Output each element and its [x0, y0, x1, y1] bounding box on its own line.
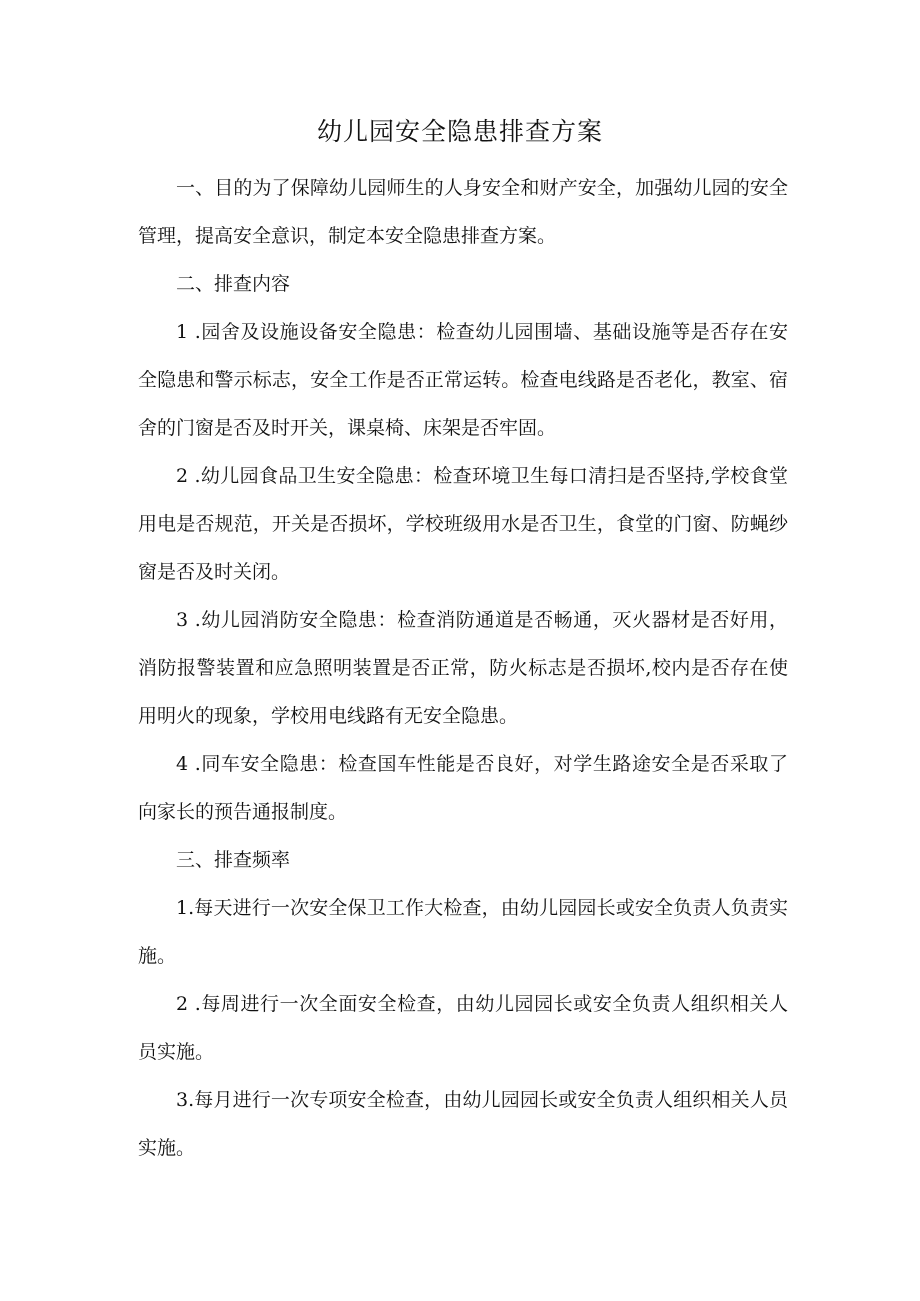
paragraph-weekly-check: 2 .每周进行一次全面安全检查，由幼儿园园长或安全负责人组织相关人员实施。 [138, 993, 788, 1063]
paragraph-fire-safety: 3 .幼儿园消防安全隐患：检查消防通道是否畅通，灭火器材是否好用，消防报警装置和应急照明装置是否正常，防火标志是否损坏,校内是否存在使用明火的现象，学校用电线路有无安全隐患。 [138, 609, 788, 727]
paragraph-facilities: 1 .园舍及设施设备安全隐患：检查幼儿园围墙、基础设施等是否存在安全隐患和警示标志，安全工作是否正常运转。检查电线路是否老化，教室、宿舍的门窗是否及时开关，课桌椅、床架是否牢固。 [138, 321, 788, 439]
paragraph-purpose: 一、目的为了保障幼儿园师生的人身安全和财产安全，加强幼儿园的安全管理，提高安全意识，制定本安全隐患排查方案。 [138, 177, 788, 247]
paragraph-monthly-check: 3.每月进行一次专项安全检查，由幼儿园园长或安全负责人组织相关人员实施。 [138, 1089, 788, 1159]
paragraph-daily-check: 1.每天进行一次安全保卫工作大检查，由幼儿园园长或安全负责人负责实施。 [138, 897, 788, 967]
document-body [138, 164, 788, 1172]
paragraph-vehicle-safety: 4 .同车安全隐患：检查国车性能是否良好，对学生路途安全是否采取了向家长的预告通报制度。 [138, 753, 788, 823]
document-title: 幼儿园安全隐患排查方案 [316, 117, 603, 146]
section-heading-frequency: 三、排查频率 [176, 849, 291, 871]
section-heading-content: 二、排查内容 [176, 273, 291, 295]
paragraph-food-hygiene: 2 .幼儿园食品卫生安全隐患：检查环境卫生每口清扫是否坚持,学校食堂用电是否规范，开关是否损坏，学校班级用水是否卫生，食堂的门窗、防蝇纱窗是否及时关闭。 [138, 465, 788, 583]
